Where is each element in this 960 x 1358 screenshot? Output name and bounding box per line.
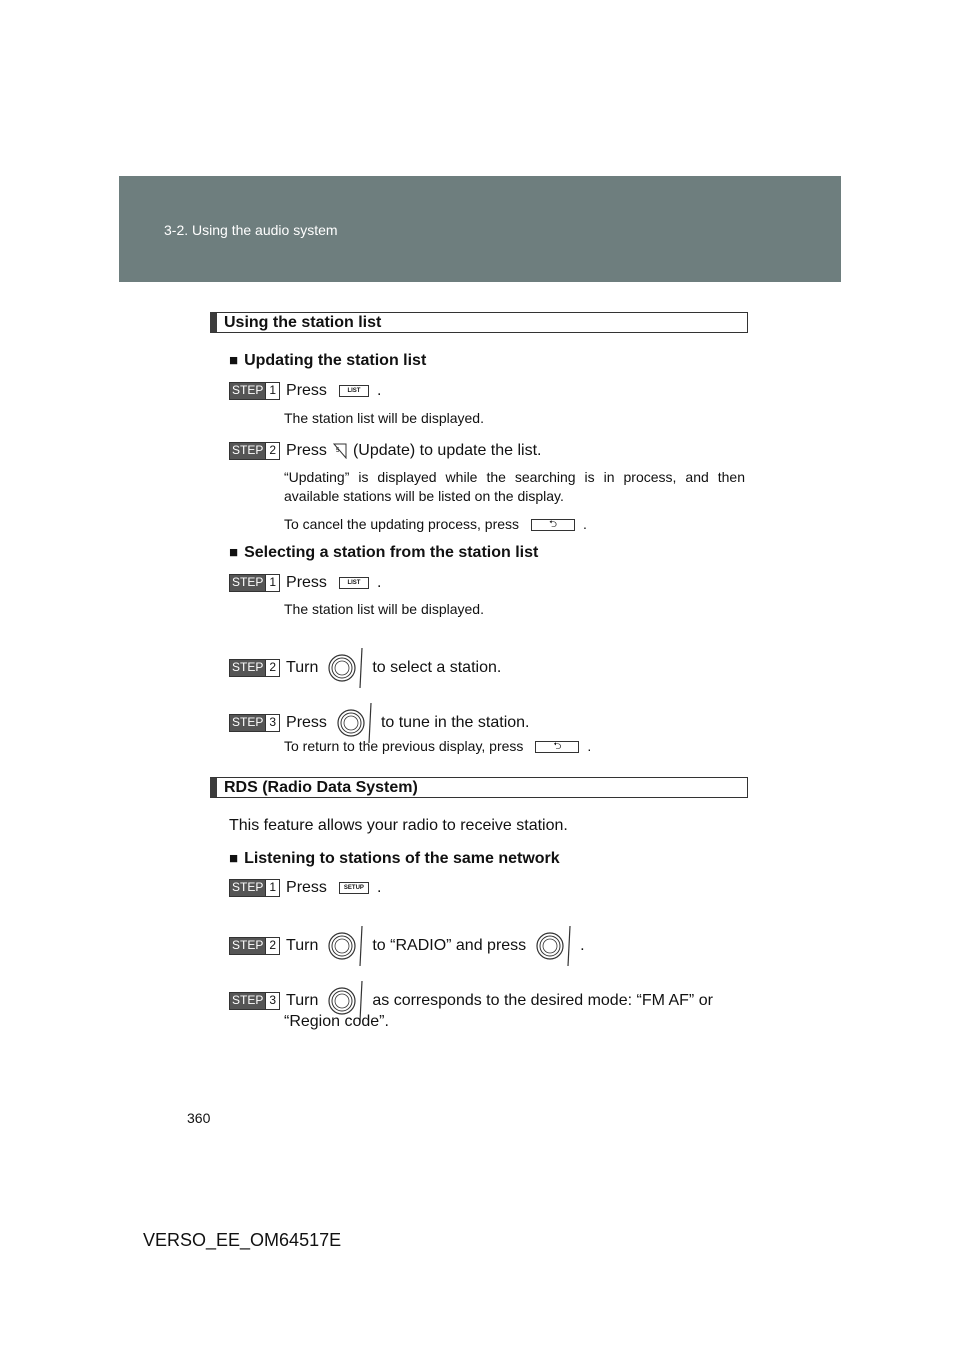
square-bullet-icon: ■ [229,544,239,561]
back-button-icon: ⮌ [535,741,579,753]
step-badge: STEP 2 [229,937,280,955]
step-badge: STEP 3 [229,992,280,1010]
step-selecting-1: STEP 1 Press LIST . [229,573,381,593]
square-bullet-icon: ■ [229,352,239,369]
step-badge: STEP 3 [229,714,280,732]
list-button-icon: LIST [339,577,369,589]
note-return: To return to the previous display, press ⮌ . [284,738,592,754]
section-breadcrumb: 3-2. Using the audio system [164,222,338,238]
step-badge: STEP 1 [229,574,280,592]
section-title-station-list: Using the station list [210,312,748,333]
document-code: VERSO_EE_OM64517E [143,1230,342,1250]
step-updating-1: STEP 1 Press LIST . [229,381,381,401]
subheading-updating: ■ Updating the station list [229,352,427,369]
preset-button-5-icon [333,443,347,459]
note-updating: “Updating” is displayed while the searching is in process, and then available stations will be listed on the display. [284,469,745,504]
page-header [119,176,841,282]
subheading-same-network: ■ Listening to stations of the same network [229,850,560,867]
step-rds-3: STEP 3 Turn as corresponds to the desired mode: “FM AF” or [229,979,713,1023]
setup-button-icon: SETUP [339,882,369,894]
note-list-displayed-2: The station list will be displayed. [284,601,484,617]
tune-knob-icon [326,646,366,690]
step-selecting-3: STEP 3 Press to tune in the station. [229,701,529,745]
step-badge: STEP 2 [229,659,280,677]
subheading-selecting: ■ Selecting a station from the station list [229,544,539,561]
step-rds-3-continuation: “Region code”. [284,1013,389,1030]
rds-intro: This feature allows your radio to receive station. [229,817,568,834]
step-rds-1: STEP 1 Press SETUP . [229,878,381,898]
svg-text:5: 5 [335,448,340,454]
step-badge: STEP 1 [229,382,280,400]
step-updating-2: STEP 2 Press 5 (Update) to update the list. [229,441,542,461]
back-button-icon: ⮌ [531,519,575,531]
section-title-rds: RDS (Radio Data System) [210,777,748,798]
tune-knob-icon [534,924,574,968]
step-badge: STEP 1 [229,879,280,897]
note-cancel: To cancel the updating process, press ⮌ . [284,516,587,532]
step-badge: STEP 2 [229,442,280,460]
list-button-icon: LIST [339,385,369,397]
tune-knob-icon [326,924,366,968]
square-bullet-icon: ■ [229,850,239,867]
step-rds-2: STEP 2 Turn to “RADIO” and press . [229,924,585,968]
step-selecting-2: STEP 2 Turn to select a station. [229,646,501,690]
note-list-displayed: The station list will be displayed. [284,410,484,426]
page-number: 360 [187,1110,211,1126]
